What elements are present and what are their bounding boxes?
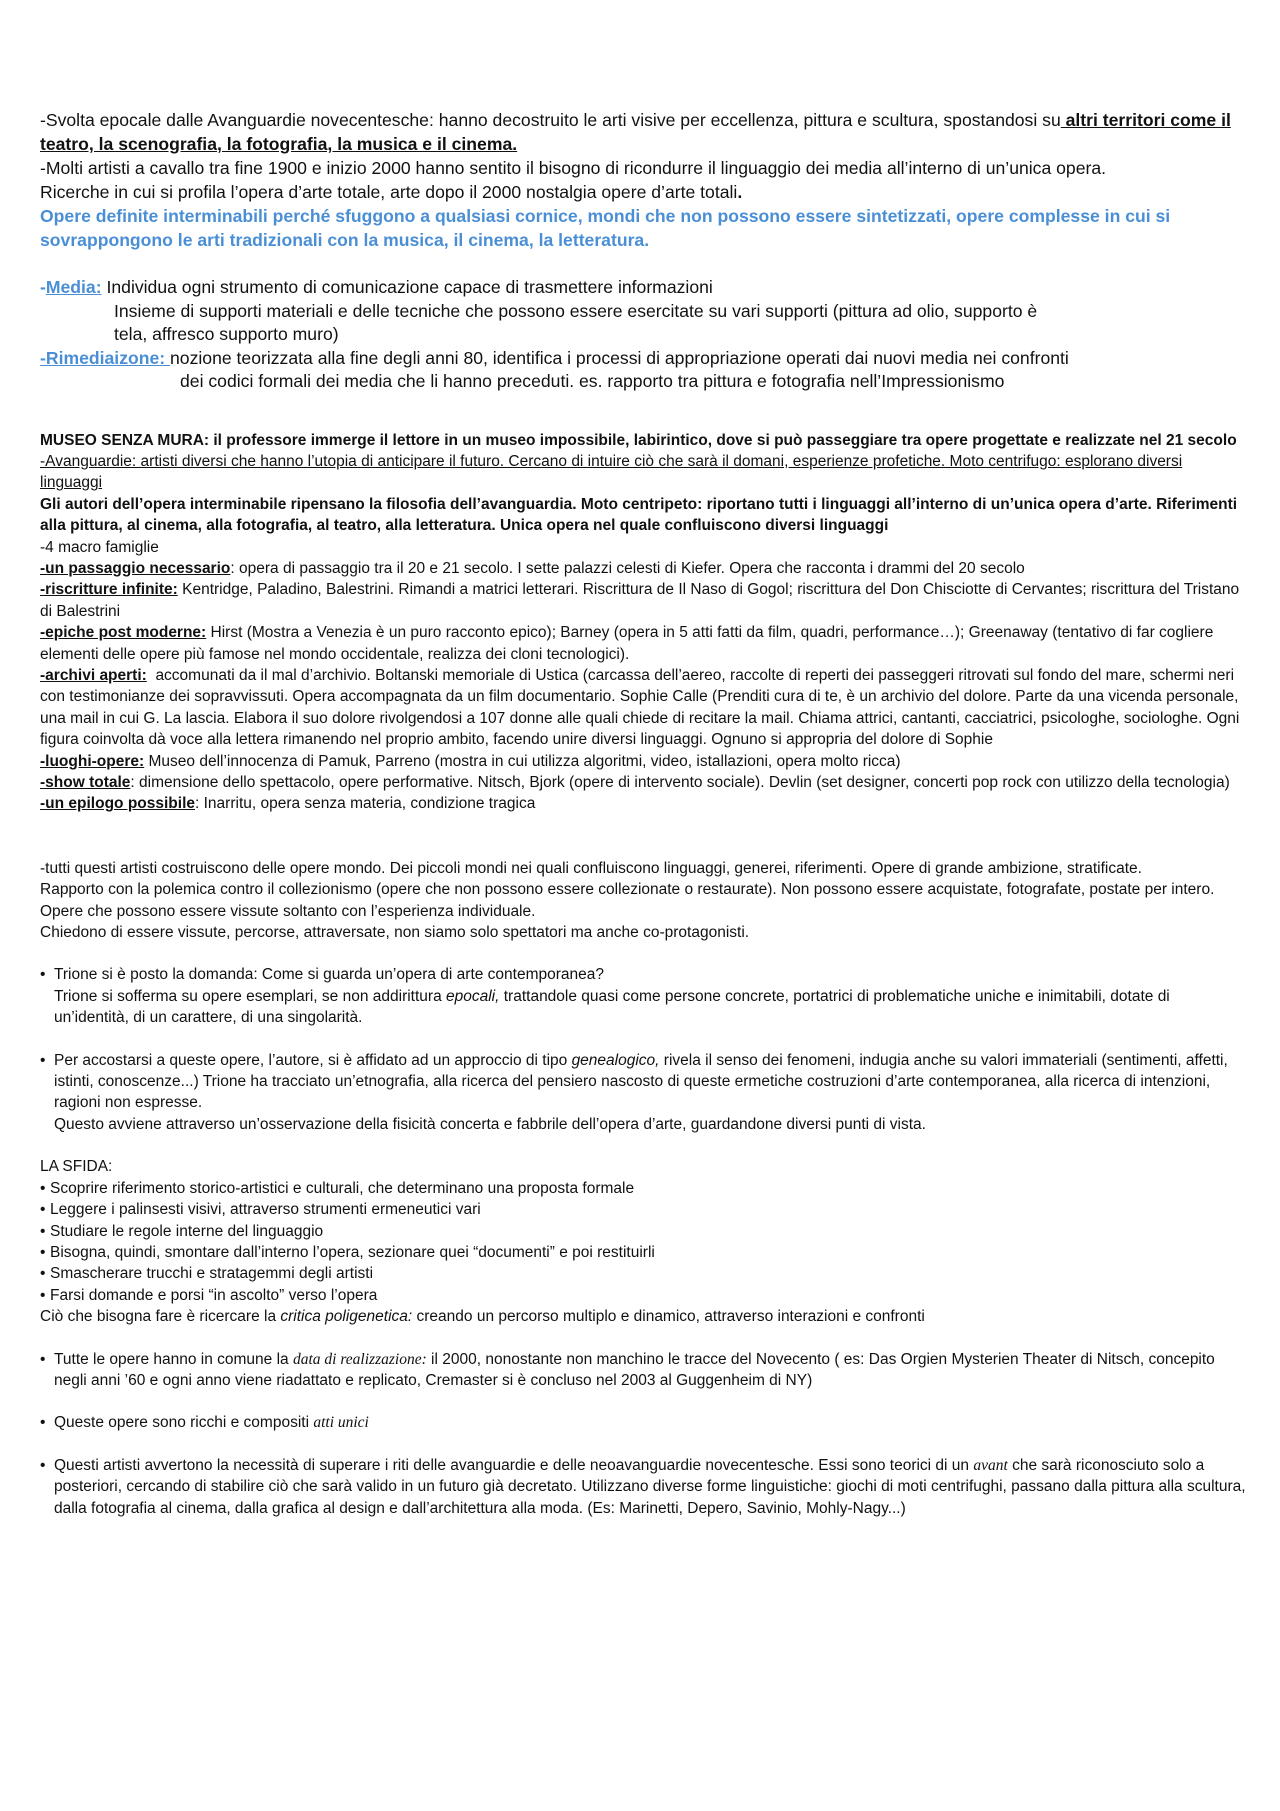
famiglia-label: -un epilogo possibile xyxy=(40,795,195,813)
italic-term: data di realizzazione: xyxy=(292,1350,427,1368)
rest-section xyxy=(40,858,1248,1519)
italic-term: atti unici xyxy=(313,1414,369,1432)
bullet-text: Tutte le opere hanno in comune la xyxy=(54,1350,293,1368)
bullet-domanda xyxy=(40,964,1248,1028)
spacer xyxy=(40,1135,1248,1156)
paragraph-text: creando un percorso multiplo e dinamico, attraverso interazioni e confronti xyxy=(412,1308,925,1326)
autori-note: Gli autori dell’opera interminabile ripensano la filosofia dell’avanguardia. Moto centripeto: riportano tutti i linguaggi all’interno di un’unica opera d’arte. Riferimenti alla pittura, al cinema, alla fotografia, al teatro, alla letteratura. Unica opera nel quale confluiscono diversi linguaggi xyxy=(40,495,1238,535)
bullet-avant xyxy=(40,1455,1248,1519)
famiglie-list xyxy=(40,558,1248,815)
vissute-paragraph: Chiedono di essere vissute, percorse, attraversate, non siamo solo spettatori ma anche co-protagonisti. xyxy=(40,924,750,942)
bullet-atti-unici xyxy=(40,1412,1248,1433)
museo-section xyxy=(40,430,1248,815)
famiglia-item xyxy=(40,793,1248,814)
sfida-item: • Smascherare trucchi e stratagemmi degli artisti xyxy=(40,1263,1248,1284)
famiglia-label: -archivi aperti: xyxy=(40,666,147,684)
definition-media-line: tela, affresco supporto muro) xyxy=(114,324,339,344)
definitions xyxy=(40,276,1248,394)
famiglia-item xyxy=(40,622,1248,665)
spacer xyxy=(40,943,1248,964)
famiglia-text: accomunati da il mal d’archivio. Boltanski memoriale di Ustica (carcassa dell’aereo, raccolte di reperti dei passeggeri ritrovati sul fondo del mare, schermi neri con testimonianze dei sopravvissuti. Opera accompagnata da un film documentario. Sophie Calle (Prenditi cura di te, è un archivio del dolore. Parte da una vicenda personale, una mail in cui G. La lascia. Elabora il suo dolore rivolgendosi a 107 donne alle quali chiede di recitare la mail. Chiama attrici, cantanti, cacciatrici, psicologhe, sociologhe. Ogni figura coinvolta dà voce alla lettera rimanendo nel proprio ambito, facendo unire diversi linguaggi. Ognuno si appropria del dolore di Sophie xyxy=(40,666,1240,749)
famiglia-item xyxy=(40,558,1248,579)
macro-famiglie: -4 macro famiglie xyxy=(40,538,159,556)
spacer xyxy=(40,1391,1248,1412)
famiglia-text: Inarritu, opera senza materia, condizione tragica xyxy=(203,795,536,813)
bullet-text: che sarà riconosciuto solo a posteriori, cercando di stabilire ciò che sarà valido in un futuro già decretato. Utilizzano diverse forme linguistiche: giochi di moti centrifughi, passano dalla pittura alla scultura, dalla fotografia al cinema, dalla grafica al design e dall’architettura alla moda. (Es: Marinetti, Depero, Savinio, Mohly-Nagy...) xyxy=(54,1456,1246,1517)
sfida-list xyxy=(40,1178,1248,1306)
definition-media-line: Insieme di supporti materiali e delle tecniche che possono essere esercitate su vari supporti (pittura ad olio, supporto è xyxy=(114,300,1038,321)
bullet-text: Questi artisti avvertono la necessità di superare i riti delle avanguardie e delle neoavanguardie novecentesche. Essi sono teorici di un xyxy=(54,1456,974,1474)
definition-text: nozione teorizzata alla fine degli anni 80, identifica i processi di appropriazione operati dai nuovi media nei confronti xyxy=(170,347,1069,368)
italic-term: genealogico, xyxy=(571,1051,660,1069)
bullet-text: Trione si sofferma su opere esemplari, se non addirittura xyxy=(54,987,446,1005)
italic-term: critica poligenetica: xyxy=(280,1308,413,1326)
highlight-paragraph: Opere definite interminabili perché sfuggono a qualsiasi cornice, mondi che non possono essere sintetizzati, opere complesse in cui si sovrappongono le arti tradizionali con la musica, il cinema, la letteratura. xyxy=(40,206,1171,250)
italic-term: epocali, xyxy=(446,987,500,1005)
definition-rimediazione-line: dei codici formali dei media che li hanno preceduti. es. rapporto tra pittura e fotografia nell’Impressionismo xyxy=(180,371,1005,391)
intro-paragraph-2: -Molti artisti a cavallo tra fine 1900 e inizio 2000 hanno sentito il bisogno di ricondurre il linguaggio dei media all’interno di un’unica opera. xyxy=(40,158,1107,178)
sfida-title: LA SFIDA: xyxy=(40,1158,113,1176)
paragraph-text: Ciò che bisogna fare è ricercare la xyxy=(40,1308,281,1326)
bullet-text: Per accostarsi a queste opere, l’autore, si è affidato ad un approccio di tipo xyxy=(54,1051,572,1069)
famiglia-separator: : xyxy=(230,559,239,577)
bullet-text: Questo avviene attraverso un’osservazione della fisicità concerta e fabbrile dell’opera d’arte, guardandone diversi punti di vista. xyxy=(54,1115,926,1133)
collezionismo-paragraph: Rapporto con la polemica contro il collezionismo (opere che non possono essere collezionate o restaurate). Non possono essere acquistate, fotografate, postate per intero. Opere che possono essere vissute soltanto con l’esperienza individuale. xyxy=(40,881,1215,920)
intro-paragraph-3 xyxy=(40,180,1248,204)
intro-text: Ricerche in cui si profila l’opera d’arte totale, arte dopo il 2000 nostalgia opere d’arte totali xyxy=(40,182,738,202)
definition-term: Media: xyxy=(45,277,102,297)
intro-text: -Svolta epocale dalle Avanguardie novecentesche: hanno decostruito le arti visive per eccellenza, pittura e scultura, spostandosi su xyxy=(40,110,1061,130)
sfida-item: • Scoprire riferimento storico-artistici e culturali, che determinano una proposta formale xyxy=(40,1178,1248,1199)
famiglia-label: -luoghi-opere: xyxy=(40,752,145,770)
famiglia-separator: : xyxy=(195,795,204,813)
famiglia-text: dimensione dello spettacolo, opere performative. Nitsch, Bjork (opere di intervento sociale). Devlin (set designer, concerti pop rock con utilizzo della tecnologia) xyxy=(139,774,1230,791)
definition-rimediazione xyxy=(40,347,1248,371)
spacer xyxy=(40,252,1248,276)
famiglia-label: -epiche post moderne: xyxy=(40,624,207,642)
intro-text: . xyxy=(737,182,743,202)
famiglia-label: -un passaggio necessario xyxy=(40,559,231,577)
sfida-item: • Leggere i palinsesti visivi, attraverso strumenti ermeneutici vari xyxy=(40,1199,1248,1220)
italic-term: avant xyxy=(973,1456,1008,1474)
famiglia-label: -show totale xyxy=(40,774,131,791)
definition-media xyxy=(40,276,1248,300)
spacer xyxy=(40,1328,1248,1349)
spacer xyxy=(40,394,1248,430)
underlined-text: altri territori come il teatro, la scenografia, la fotografia, la musica e il cinema. xyxy=(40,110,1231,154)
bullet-data-realizzazione xyxy=(40,1349,1248,1392)
famiglia-text: opera di passaggio tra il 20 e 21 secolo. I sette palazzi celesti di Kiefer. Opera che racconta i drammi del 20 secolo xyxy=(239,559,1025,577)
definition-text: Individua ogni strumento di comunicazione capace di trasmettere informazioni xyxy=(101,277,713,297)
document-page xyxy=(40,108,1248,1519)
critica-paragraph xyxy=(40,1306,1248,1327)
famiglia-item xyxy=(40,751,1248,772)
spacer xyxy=(40,1029,1248,1050)
bullet-text: il 2000, nonostante non manchino le tracce del Novecento ( es: Das Orgien Mysterien Theater di Nitsch, concepito negli anni ’60 e ogni anno viene riadattato e replicato, Cremaster si è concluso nel 2003 al Guggenheim di NY) xyxy=(54,1350,1215,1389)
avanguardie-note: -Avanguardie: artisti diversi che hanno l’utopia di anticipare il futuro. Cercano di intuire ciò che sarà il domani, esperienze profetiche. Moto centrifugo: esplorano diversi linguaggi xyxy=(40,452,1183,492)
famiglia-item xyxy=(40,579,1248,622)
bullet-genealogico xyxy=(40,1050,1248,1136)
famiglia-label: -riscritture infinite: xyxy=(40,581,178,599)
bullet-text: rivela il senso dei fenomeni, indugia anche su valori immateriali (sentimenti, affetti, istinti, conoscenze...) Trione ha tracciato un’etnografia, alla ricerca del pensiero nascosto di queste ermetiche costruzioni d’arte contemporanea, alla ricerca di intenzioni, ragioni non espresse. xyxy=(54,1051,1228,1112)
bullet-text: Trione si è posto la domanda: Come si guarda un’opera di arte contemporanea? xyxy=(54,966,605,984)
definition-dash: - xyxy=(40,277,46,297)
opere-mondo-paragraph: -tutti questi artisti costruiscono delle opere mondo. Dei piccoli mondi nei quali confluiscono linguaggi, generei, riferimenti. Opere di grande ambizione, stratificate. xyxy=(40,859,1142,877)
bullet-text: trattandole quasi come persone concrete, portatrici di problematiche uniche e inimitabili, dotate di un’identità, di un carattere, di una singolarità. xyxy=(54,987,1170,1027)
spacer xyxy=(40,1434,1248,1455)
definition-term: -Rimediaizone: xyxy=(40,347,171,368)
sfida-item: • Studiare le regole interne del linguaggio xyxy=(40,1221,1248,1242)
famiglia-text: Hirst (Mostra a Venezia è un puro racconto epico); Barney (opera in 5 atti fatti da film, quadri, performance…); Greenaway (tentativo di far cogliere elementi delle opere più famose nel mondo occidentale, realizza dei cloni tecnologici). xyxy=(40,624,1214,663)
famiglia-text: Kentridge, Paladino, Balestrini. Rimandi a matrici letterari. Riscrittura de Il Naso di Gogol; riscrittura del Don Chisciotte di Cervantes; riscrittura del Tristano di Balestrini xyxy=(40,581,1240,620)
intro-paragraph-1 xyxy=(40,108,1248,156)
famiglia-item xyxy=(40,772,1248,793)
museo-intro: MUSEO SENZA MURA: il professore immerge il lettore in un museo impossibile, labirintico, dove si può passeggiare tra opere progettate e realizzate nel 21 secolo xyxy=(40,431,1237,449)
bullet-text: Queste opere sono ricchi e compositi xyxy=(54,1414,314,1432)
famiglia-separator: : xyxy=(130,774,140,791)
famiglia-text: Museo dell’innocenza di Pamuk, Parreno (mostra in cui utilizza algoritmi, video, istallazioni, opera molto ricca) xyxy=(148,752,901,770)
spacer xyxy=(40,815,1248,858)
famiglia-item xyxy=(40,665,1248,751)
sfida-item: • Farsi domande e porsi “in ascolto” verso l’opera xyxy=(40,1285,1248,1306)
sfida-item: • Bisogna, quindi, smontare dall’interno l’opera, sezionare quei “documenti” e poi restituirli xyxy=(40,1242,1248,1263)
intro-section xyxy=(40,108,1248,252)
